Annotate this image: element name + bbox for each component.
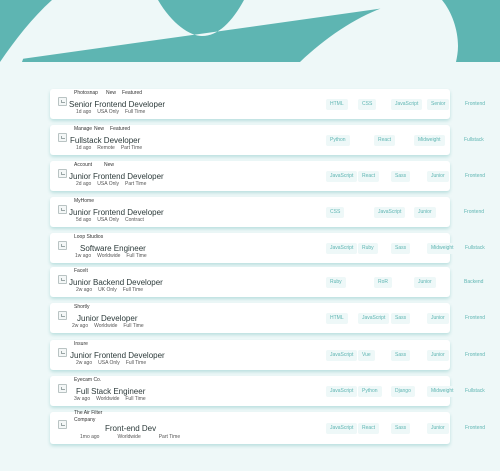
job-location: Worldwide xyxy=(97,253,121,259)
job-card[interactable] xyxy=(50,233,485,263)
job-title[interactable]: Front-end Dev xyxy=(105,424,157,433)
job-location: Worldwide xyxy=(94,323,118,329)
filter-tag[interactable]: HTML xyxy=(326,313,348,324)
new-badge: New xyxy=(104,162,115,168)
job-meta xyxy=(76,109,151,115)
job-meta xyxy=(76,181,152,187)
company-logo-image xyxy=(58,97,67,106)
filter-tag[interactable]: Fullstack xyxy=(460,135,488,146)
filter-tag[interactable]: React xyxy=(358,171,379,182)
badge-group xyxy=(106,90,148,96)
badge-group xyxy=(104,162,120,168)
contract-type: Full Time xyxy=(123,323,144,329)
company-logo-image xyxy=(58,205,67,214)
company-logo-image xyxy=(58,275,67,284)
company-name[interactable]: MyHome xyxy=(74,198,95,204)
contract-type: Full Time xyxy=(125,360,147,366)
contract-type: Part Time xyxy=(158,434,181,440)
job-title[interactable]: Fullstack Developer xyxy=(70,136,141,145)
job-meta xyxy=(74,396,152,402)
posted-time: 3w ago xyxy=(74,396,91,402)
filter-tag[interactable]: Sass xyxy=(391,313,410,324)
filter-tag[interactable]: JavaScript xyxy=(326,423,357,434)
filter-tag[interactable]: Sass xyxy=(391,423,410,434)
filter-tag[interactable]: CSS xyxy=(358,99,376,110)
new-badge: New xyxy=(106,90,117,96)
filter-tag[interactable]: Sass xyxy=(391,171,410,182)
filter-tag[interactable]: Junior xyxy=(414,207,436,218)
company-logo-image xyxy=(58,348,67,357)
company-name[interactable]: FaceIt xyxy=(74,268,88,274)
filter-tag[interactable]: HTML xyxy=(326,99,348,110)
filter-tag[interactable]: Junior xyxy=(427,313,449,324)
filter-tag[interactable]: Junior xyxy=(427,171,449,182)
posted-time: 1d ago xyxy=(76,145,92,151)
posted-time: 1mo ago xyxy=(80,434,100,440)
job-location: Worldwide xyxy=(117,434,141,440)
job-title[interactable]: Junior Frontend Developer xyxy=(70,351,165,360)
company-logo-image xyxy=(58,241,67,250)
job-meta xyxy=(80,434,198,440)
contract-type: Contract xyxy=(124,217,144,223)
new-badge: New xyxy=(94,126,105,132)
company-logo-image xyxy=(58,311,67,320)
filter-tag[interactable]: Frontend xyxy=(461,350,489,361)
job-title[interactable]: Full Stack Engineer xyxy=(76,387,146,396)
job-location: Remote xyxy=(97,145,115,151)
job-location: USA Only xyxy=(97,109,119,115)
filter-tag[interactable]: Ruby xyxy=(358,243,378,254)
filter-tag[interactable]: Senior xyxy=(427,99,449,110)
filter-tag[interactable]: Python xyxy=(326,135,350,146)
filter-tag[interactable]: JavaScript xyxy=(374,207,405,218)
filter-tag[interactable]: React xyxy=(358,423,379,434)
filter-tag[interactable]: Midweight xyxy=(427,243,458,254)
company-logo-image xyxy=(58,384,67,393)
job-meta xyxy=(76,287,149,293)
contract-type: Full Time xyxy=(124,109,146,115)
company-logo-image xyxy=(58,420,67,429)
job-meta xyxy=(76,145,148,151)
badge-group xyxy=(94,126,136,132)
contract-type: Part Time xyxy=(124,181,147,187)
filter-tag[interactable]: JavaScript xyxy=(358,313,389,324)
job-location: USA Only xyxy=(98,360,120,366)
job-location: USA Only xyxy=(97,217,119,223)
posted-time: 1d ago xyxy=(76,109,92,115)
contract-type: Part Time xyxy=(120,145,143,151)
filter-tag[interactable]: Frontend xyxy=(461,313,489,324)
filter-tag[interactable]: Backend xyxy=(460,277,487,288)
job-title[interactable]: Junior Frontend Developer xyxy=(69,172,164,181)
company-logo-image xyxy=(58,169,67,178)
job-title[interactable]: Senior Frontend Developer xyxy=(69,100,166,109)
featured-badge: Featured xyxy=(110,126,131,132)
job-location: UK Only xyxy=(98,287,117,293)
filter-tag[interactable]: Junior xyxy=(427,423,449,434)
filter-tag[interactable]: Django xyxy=(391,386,415,397)
posted-time: 5d ago xyxy=(76,217,92,223)
company-name[interactable]: Photosnap xyxy=(74,90,98,96)
filter-tag[interactable]: Junior xyxy=(414,277,436,288)
filter-tag[interactable]: Junior xyxy=(427,350,449,361)
job-card[interactable] xyxy=(50,125,484,155)
filter-tag[interactable]: JavaScript xyxy=(326,243,357,254)
filter-tag[interactable]: Frontend xyxy=(460,207,488,218)
filter-tag[interactable]: Sass xyxy=(391,350,410,361)
filter-tag[interactable]: CSS xyxy=(326,207,344,218)
filter-tag[interactable]: Fullstack xyxy=(461,243,489,254)
filter-tag[interactable]: Frontend xyxy=(461,171,489,182)
filter-tag[interactable]: Fullstack xyxy=(461,386,489,397)
posted-time: 1w ago xyxy=(75,253,92,259)
job-card[interactable] xyxy=(50,376,485,406)
job-title[interactable]: Software Engineer xyxy=(80,244,146,253)
filter-tag[interactable]: Vue xyxy=(358,350,375,361)
posted-time: 2w ago xyxy=(76,287,93,293)
job-title[interactable]: Junior Frontend Developer xyxy=(69,208,164,217)
filter-tag[interactable]: Python xyxy=(358,386,382,397)
featured-badge: Featured xyxy=(122,90,143,96)
filter-tag[interactable]: RoR xyxy=(374,277,392,288)
job-location: USA Only xyxy=(97,181,119,187)
contract-type: Full Time xyxy=(126,253,147,259)
job-meta xyxy=(76,360,152,366)
company-name[interactable]: Shortly xyxy=(74,304,90,310)
company-name[interactable]: Manage xyxy=(74,126,93,132)
filter-tag[interactable]: Frontend xyxy=(461,423,489,434)
filter-tag[interactable]: Sass xyxy=(391,243,410,254)
company-logo-image xyxy=(58,133,67,142)
job-meta xyxy=(75,253,153,259)
job-meta xyxy=(72,323,150,329)
posted-time: 2d ago xyxy=(76,181,92,187)
job-location: Worldwide xyxy=(96,396,120,402)
job-title[interactable]: Junior Developer xyxy=(77,314,138,323)
job-meta xyxy=(76,217,150,223)
job-title[interactable]: Junior Backend Developer xyxy=(69,278,163,287)
job-card[interactable] xyxy=(50,340,486,370)
filter-tag[interactable]: React xyxy=(374,135,395,146)
job-card[interactable] xyxy=(50,89,486,119)
company-name[interactable]: Account xyxy=(74,162,93,168)
company-name[interactable]: The Air Filter Company xyxy=(74,410,103,423)
filter-tag[interactable]: Midweight xyxy=(427,386,458,397)
company-name[interactable]: Insure xyxy=(74,341,88,347)
job-card[interactable] xyxy=(50,303,486,333)
filter-tag[interactable]: Frontend xyxy=(461,99,489,110)
filter-tag[interactable]: JavaScript xyxy=(391,99,422,110)
filter-tag[interactable]: JavaScript xyxy=(326,171,357,182)
company-name[interactable]: Eyecam Co. xyxy=(74,377,102,383)
job-card[interactable] xyxy=(50,161,486,191)
company-name[interactable]: Loop Studios xyxy=(74,234,104,240)
filter-tag[interactable]: Ruby xyxy=(326,277,346,288)
filter-tag[interactable]: JavaScript xyxy=(326,350,357,361)
contract-type: Full Time xyxy=(125,396,146,402)
filter-tag[interactable]: Midweight xyxy=(414,135,445,146)
posted-time: 2w ago xyxy=(72,323,89,329)
filter-tag[interactable]: JavaScript xyxy=(326,386,357,397)
posted-time: 2w ago xyxy=(76,360,93,366)
job-card[interactable] xyxy=(50,267,484,297)
job-card[interactable] xyxy=(50,410,486,444)
job-card[interactable] xyxy=(50,197,485,227)
contract-type: Full Time xyxy=(122,287,144,293)
